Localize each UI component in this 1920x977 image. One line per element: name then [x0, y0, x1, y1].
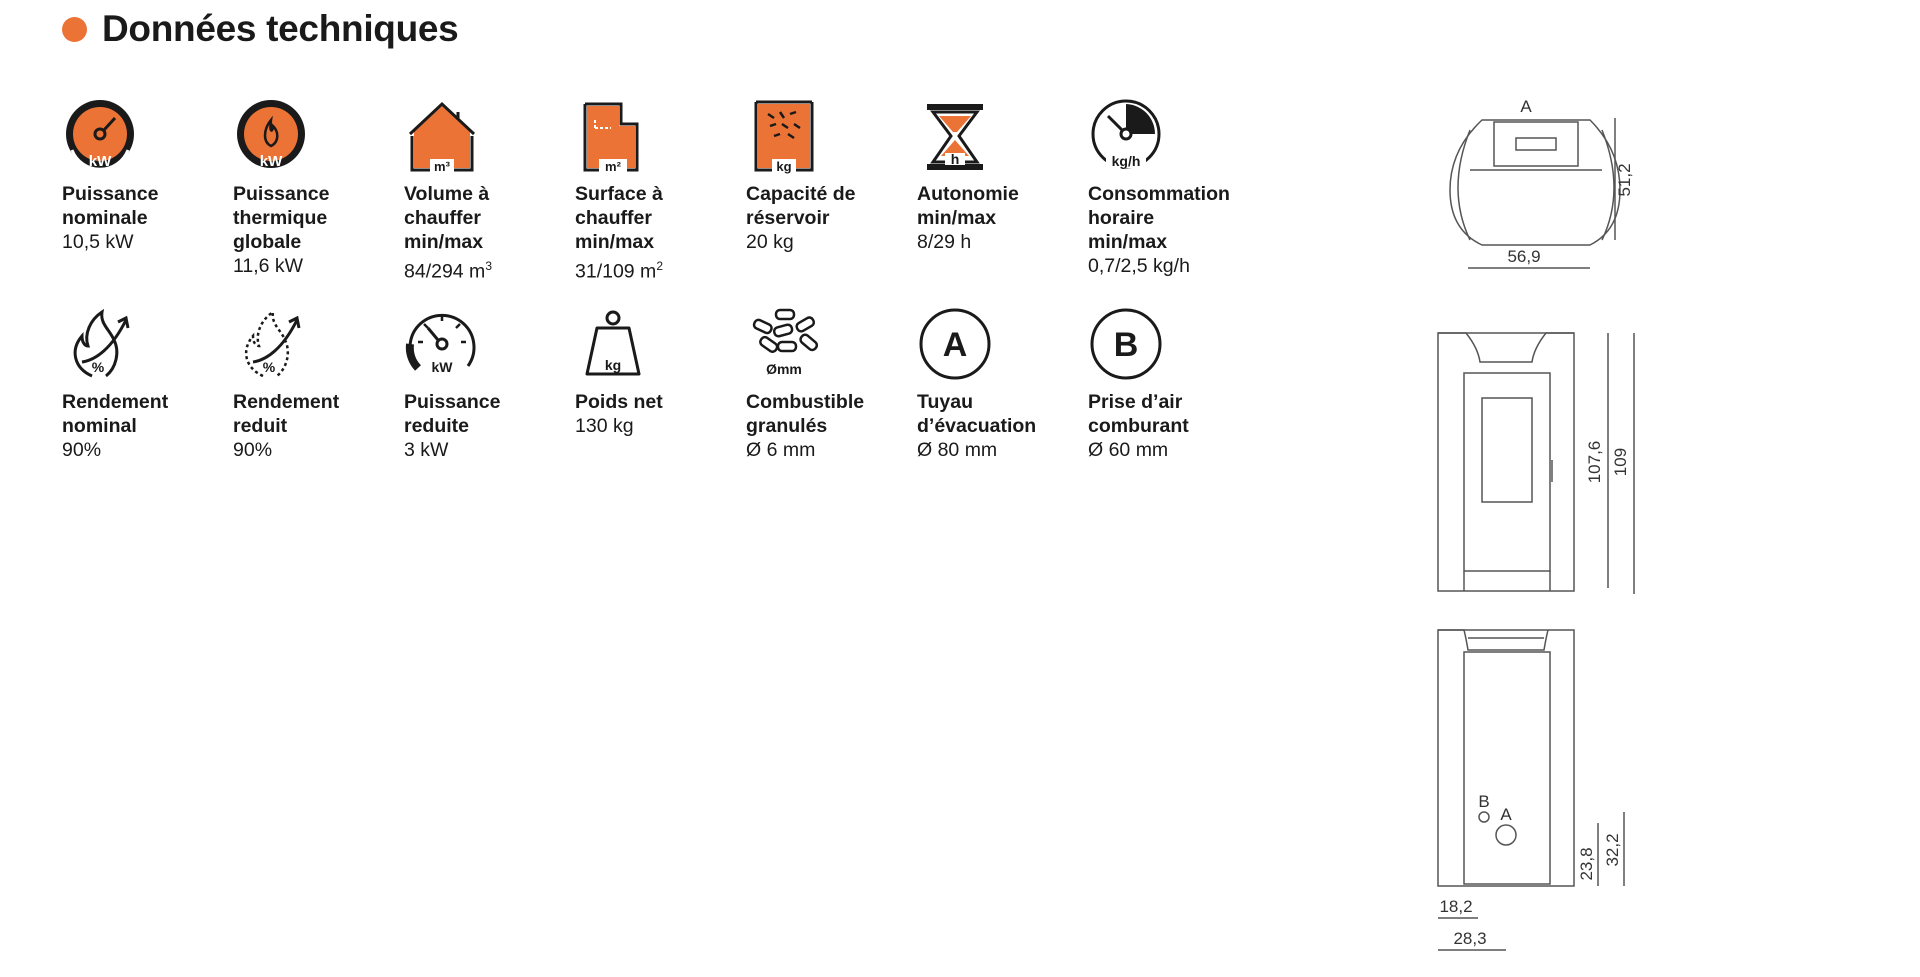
front-height-dim: 109: [1611, 447, 1630, 477]
svg-text:m²: m²: [605, 159, 621, 174]
spec-capacite: [746, 98, 911, 254]
svg-text:kg: kg: [604, 357, 622, 373]
spec-value: 84/294 $m^3$: [404, 259, 492, 283]
spec-label: Tuyau d’évacuation: [917, 391, 1037, 437]
technical-drawings: [1420, 90, 1690, 970]
spec-value: 10,5 kW: [62, 231, 134, 253]
spec-value: 0,7/2,5 kg/h: [1088, 255, 1190, 277]
spec-label: Prise d’air comburant: [1088, 391, 1189, 437]
spec-label: Autonomie min/max: [917, 183, 1019, 229]
flame-gauge-kw-icon: [233, 98, 309, 174]
spec-label: Rendement reduit: [233, 391, 340, 437]
spec-poids: [575, 306, 740, 438]
svg-text:%: %: [262, 359, 276, 375]
flame-dashed-percent-icon: [233, 306, 309, 382]
spec-value: Ø 6 mm: [746, 439, 816, 461]
spec-combustible: [746, 306, 911, 462]
spec-value: 3 kW: [404, 439, 449, 461]
spec-label: Surface à chauffer min/max: [575, 183, 663, 253]
spec-value: 130 kg: [575, 415, 634, 437]
spec-volume: [404, 98, 569, 284]
back-label-a: A: [1500, 805, 1512, 824]
spec-value: 90%: [233, 439, 273, 461]
spec-label: Capacité de réservoir: [746, 183, 856, 229]
spec-rendement-reduit: [233, 306, 398, 462]
weight-kg-icon: [575, 306, 651, 382]
top-label-a: A: [1520, 97, 1532, 116]
pellets-mm-icon: [746, 306, 822, 382]
section-header: [62, 8, 458, 50]
spec-label: Rendement nominal: [62, 391, 169, 437]
front-height-inner-dim: 107,6: [1585, 440, 1604, 484]
gauge-low-kw-icon: [404, 306, 480, 382]
page-title: Données techniques: [102, 8, 459, 49]
spec-label: Volume à chauffer min/max: [404, 183, 490, 253]
flame-percent-icon: [62, 306, 138, 382]
clock-kgh-icon: [1088, 98, 1164, 174]
front-view-drawing: [1438, 333, 1634, 594]
spec-label: Combustible granulés: [746, 391, 865, 437]
svg-text:kW: kW: [431, 359, 453, 375]
back-offset-b-dim: 18,2: [1439, 897, 1473, 916]
floor-plan-m2-icon: [575, 98, 651, 174]
svg-text:%: %: [91, 359, 105, 375]
spec-label: Puissance thermique globale: [233, 183, 330, 253]
spec-puissance-reduite: [404, 306, 569, 462]
spec-puissance-nominale: [62, 98, 227, 254]
hourglass-h-icon: [917, 98, 993, 174]
back-label-b: B: [1478, 792, 1490, 811]
spec-tuyau-evacuation: [917, 306, 1082, 462]
letter-a-circle-icon: [917, 306, 993, 382]
spec-value: 90%: [62, 439, 102, 461]
spec-value: 11,6 kW: [233, 255, 304, 277]
spec-label: Consommation horaire min/max: [1088, 183, 1230, 253]
house-m3-icon: [404, 98, 480, 174]
spec-value: Ø 80 mm: [917, 439, 998, 461]
spec-label: Puissance reduite: [404, 391, 501, 437]
spec-consommation: [1088, 98, 1253, 278]
spec-label: Puissance nominale: [62, 183, 159, 229]
top-depth-dim: 51,2: [1615, 163, 1634, 197]
back-height-b-dim: 23,8: [1577, 847, 1596, 881]
back-height-a-dim: 32,2: [1603, 833, 1622, 867]
spec-surface: [575, 98, 740, 284]
svg-text:B: B: [1113, 326, 1139, 364]
spec-value: Ø 60 mm: [1088, 439, 1169, 461]
svg-text:kW: kW: [259, 153, 283, 170]
svg-text:kg: kg: [776, 159, 792, 174]
svg-text:h: h: [950, 151, 960, 167]
spec-rendement-nominal: [62, 306, 227, 462]
spec-label: Poids net: [575, 391, 663, 413]
pellet-hopper-kg-icon: [746, 98, 822, 174]
spec-value: 20 kg: [746, 231, 794, 253]
gauge-kw-icon: [62, 98, 138, 174]
spec-value: 8/29 h: [917, 231, 972, 253]
title-bullet: [62, 17, 87, 42]
svg-text:Ømm: Ømm: [766, 361, 802, 377]
svg-text:kW: kW: [88, 153, 112, 170]
top-width-dim: 56,9: [1507, 247, 1541, 266]
spec-prise-air: [1088, 306, 1253, 462]
spec-puissance-thermique: [233, 98, 398, 278]
svg-text:kg/h: kg/h: [1111, 153, 1141, 169]
top-view-drawing: [1450, 118, 1620, 268]
svg-text:A: A: [942, 326, 968, 364]
spec-autonomie: [917, 98, 1082, 254]
spec-value: 31/109 $m^2$: [575, 259, 663, 283]
letter-b-circle-icon: [1088, 306, 1164, 382]
svg-text:m³: m³: [434, 159, 450, 174]
back-offset-a-dim: 28,3: [1453, 929, 1487, 948]
